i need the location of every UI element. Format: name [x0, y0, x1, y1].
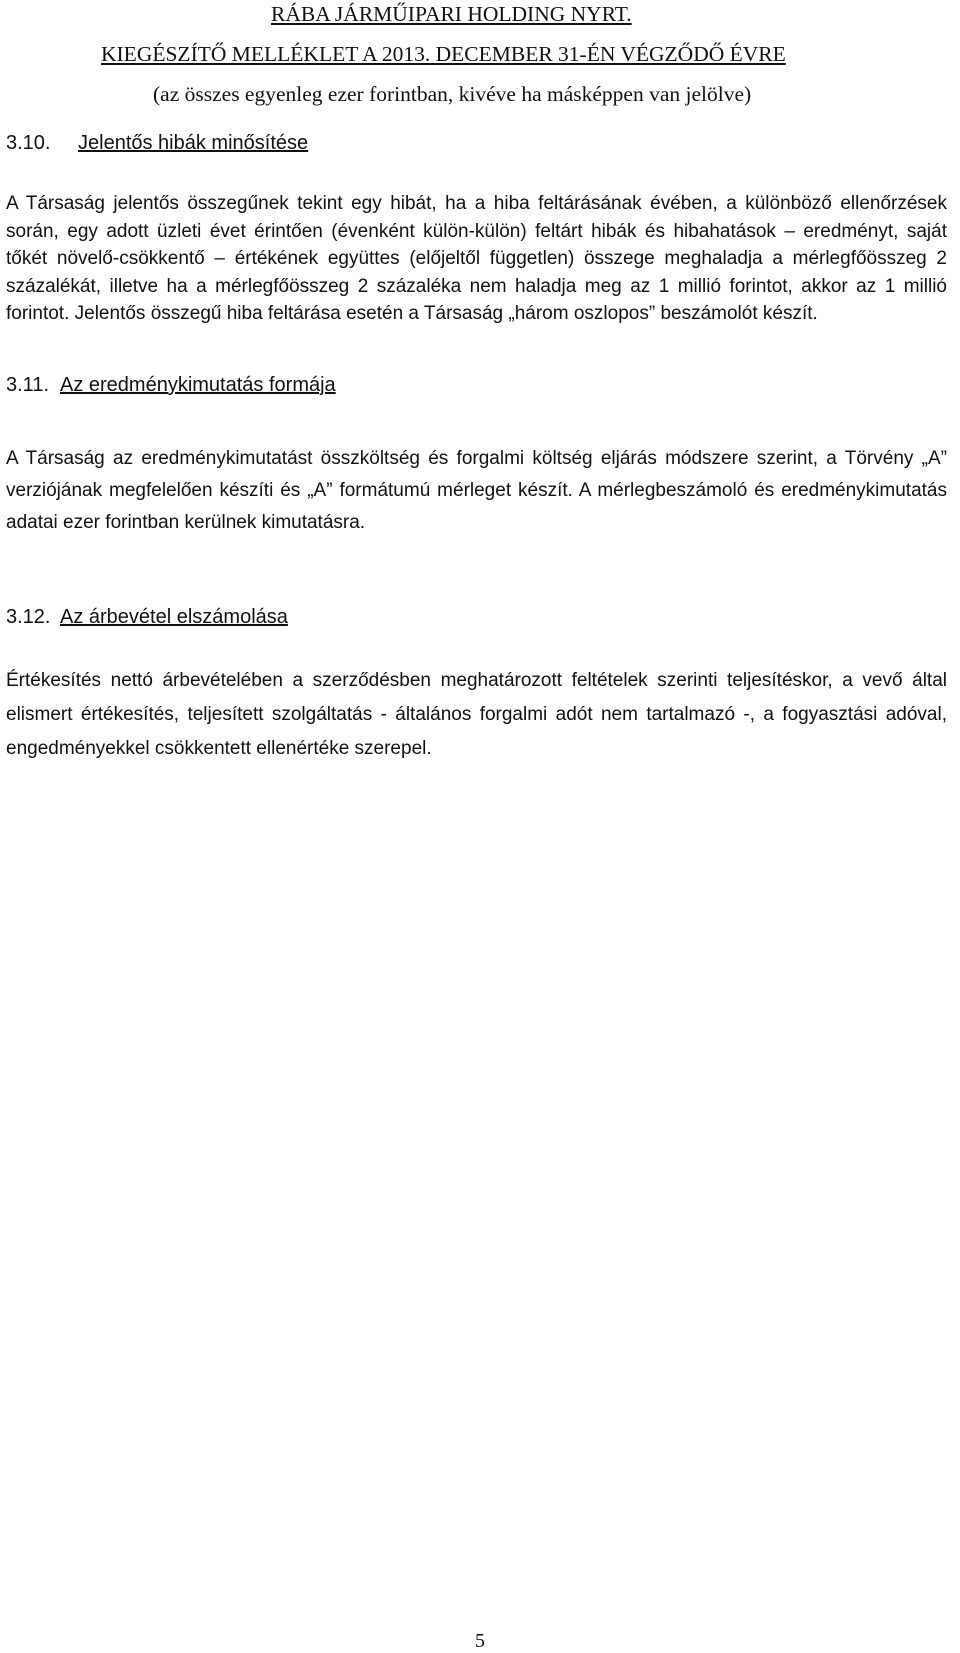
section-number: 3.10.: [6, 132, 51, 154]
currency-note: (az összes egyenleg ezer forintban, kivéve ha másképpen van jelölve): [153, 82, 752, 106]
page-number: 5: [475, 1630, 485, 1652]
section-title: Az eredménykimutatás formája: [60, 374, 336, 396]
section-title: Jelentős hibák minősítése: [78, 132, 309, 154]
section-heading-3-10: [6, 132, 308, 155]
section-heading-3-12: [6, 606, 288, 629]
section-number: 3.12.: [6, 606, 51, 628]
section-body-3-12: Értékesítés nettó árbevételében a szerződésben meghatározott feltételek szerinti teljesítéskor, a vevő által elismert értékesítés, teljesített szolgáltatás - általános forgalmi adót nem tartalmazó -, a fogyasztási adóval, engedményekkel csökkentett ellenértéke szerepel.: [6, 670, 947, 759]
document-title: KIEGÉSZÍTŐ MELLÉKLET A 2013. DECEMBER 31-ÉN VÉGZŐDŐ ÉVRE: [101, 42, 786, 66]
section-body-3-10: A Társaság jelentős összegűnek tekint egy hibát, ha a hiba feltárásának évében, a különböző ellenőrzések során, egy adott üzleti évet érintően (évenként külön-külön) feltárt hibák és hibahatások – eredményt, saját tőkét növelő-csökkentő – értékének együttes (előjeltől független) összege meghaladja a mérlegfőösszeg 2 százalékát, illetve ha a mérlegfőösszeg 2 százaléka nem haladja meg az 1 millió forintot, akkor az 1 millió forintot. Jelentős összegű hiba feltárása esetén a Társaság „három oszlopos” beszámolót készít.: [6, 193, 947, 324]
section-heading-3-11: [6, 374, 336, 397]
section-title: Az árbevétel elszámolása: [60, 606, 288, 628]
company-name: RÁBA JÁRMŰIPARI HOLDING NYRT.: [271, 2, 632, 26]
section-body-3-11: A Társaság az eredménykimutatást összköltség és forgalmi költség eljárás módszere szerint, a Törvény „A” verziójának megfelelően készíti és „A” formátumú mérleget készít. A mérlegbeszámoló és eredménykimutatás adatai ezer forintban kerülnek kimutatásra.: [6, 448, 947, 533]
section-number: 3.11.: [6, 374, 49, 396]
